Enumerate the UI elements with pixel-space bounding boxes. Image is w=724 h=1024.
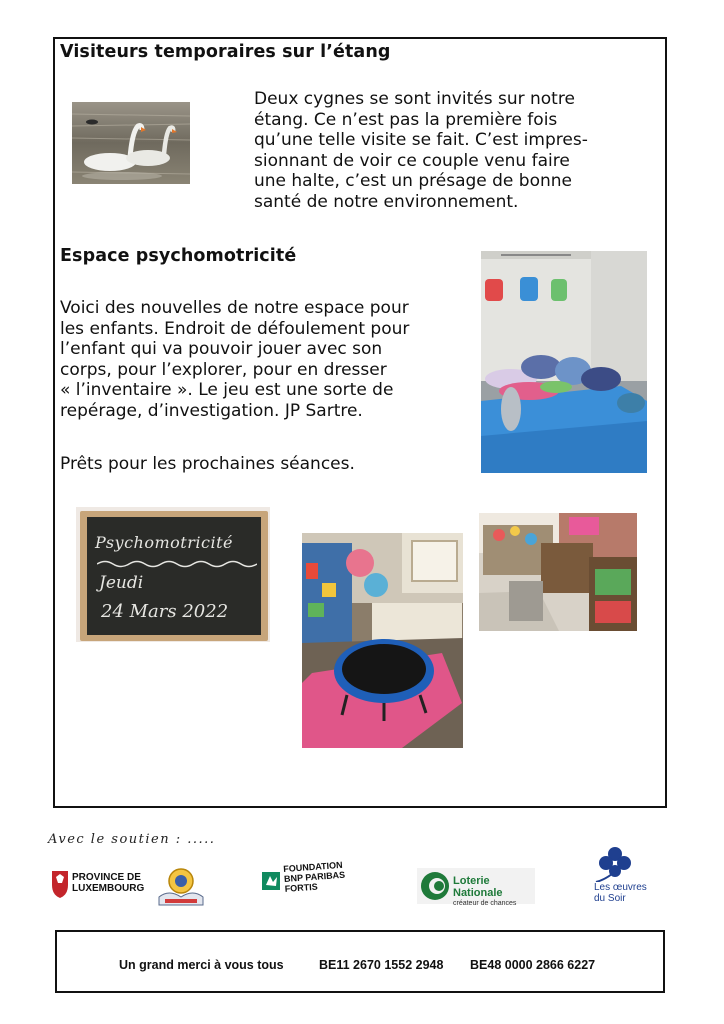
blackboard-line-3: 24 Mars 2022 [101, 601, 229, 622]
swans-photo [72, 102, 190, 184]
section-title-psychomotricite: Espace psychomotricité [60, 246, 297, 266]
oeuvres-logo-text [594, 882, 647, 904]
bnp-stars-icon [262, 872, 280, 890]
text-line: étang. Ce n’est pas la première fois [254, 109, 558, 130]
oeuvres-line-2: du Soir [594, 893, 626, 904]
oeuvres-line-1: Les œuvres [594, 882, 647, 893]
text-line: repérage, d’investigation. JP Sartre. [60, 400, 363, 421]
province-line-2: LUXEMBOURG [72, 883, 145, 894]
text-line: qu’une telle visite se fait. C’est impres- [254, 130, 588, 150]
psychomotor-room-photo [481, 251, 647, 473]
text-line: sionnant de voir ce couple venu faire [254, 150, 570, 171]
loterie-logo-text [453, 875, 535, 908]
footer-thanks: Un grand merci à vous tous [119, 958, 284, 972]
blackboard-photo [76, 507, 270, 642]
blackboard-surface [87, 517, 261, 635]
loterie-line-1: Loterie Nationale [453, 875, 503, 899]
bnp-line-1: FOUNDATION [283, 859, 343, 874]
bnp-logo-text [283, 858, 376, 894]
text-line: « l’inventaire ». Le jeu est une sorte de [60, 380, 394, 400]
loterie-emblem-icon [420, 871, 450, 901]
footer-box [55, 930, 665, 993]
chalk-wave [97, 559, 257, 569]
loterie-nationale-logo [417, 868, 535, 907]
text-line: l’enfant qui va pouvoir jouer avec son [60, 339, 383, 359]
section2-closing: Prêts pour les prochaines séances. [60, 454, 355, 474]
trampoline-photo [302, 533, 463, 748]
text-line: Deux cygnes se sont invités sur notre [254, 89, 575, 109]
text-line: santé de notre environnement. [254, 191, 519, 212]
province-line-1: PROVINCE DE [72, 872, 141, 883]
footer-iban-1: BE11 2670 1552 2948 [319, 958, 444, 972]
loterie-line-2: créateur de chances [453, 900, 517, 907]
oeuvres-du-soir-logo [586, 846, 646, 908]
bnp-paribas-fortis-logo [262, 859, 374, 894]
section1-text [254, 89, 588, 212]
support-label: Avec le soutien : ..... [48, 832, 216, 847]
blackboard-line-2: Jeudi [99, 573, 144, 593]
bnp-line-2: BNP PARIBAS FORTIS [283, 869, 346, 894]
footer-iban-2: BE48 0000 2866 6227 [470, 958, 596, 972]
text-line: Voici des nouvelles de notre espace pour [60, 298, 409, 318]
province-emblem-icon [50, 869, 70, 899]
province-luxembourg-logo [50, 868, 145, 900]
section-title-etang: Visiteurs temporaires sur l’étang [60, 42, 391, 62]
text-line: les enfants. Endroit de défoulement pour [60, 318, 410, 339]
section2-text [60, 298, 409, 421]
local-association-logo [157, 867, 205, 907]
toys-room-photo [479, 513, 637, 631]
clover-icon [592, 846, 636, 882]
province-logo-text [72, 872, 144, 894]
text-line: une halte, c’est un présage de bonne [254, 171, 572, 191]
blackboard-line-1: Psychomotricité [95, 533, 233, 552]
text-line: corps, pour l’explorer, pour en dresser [60, 359, 387, 380]
